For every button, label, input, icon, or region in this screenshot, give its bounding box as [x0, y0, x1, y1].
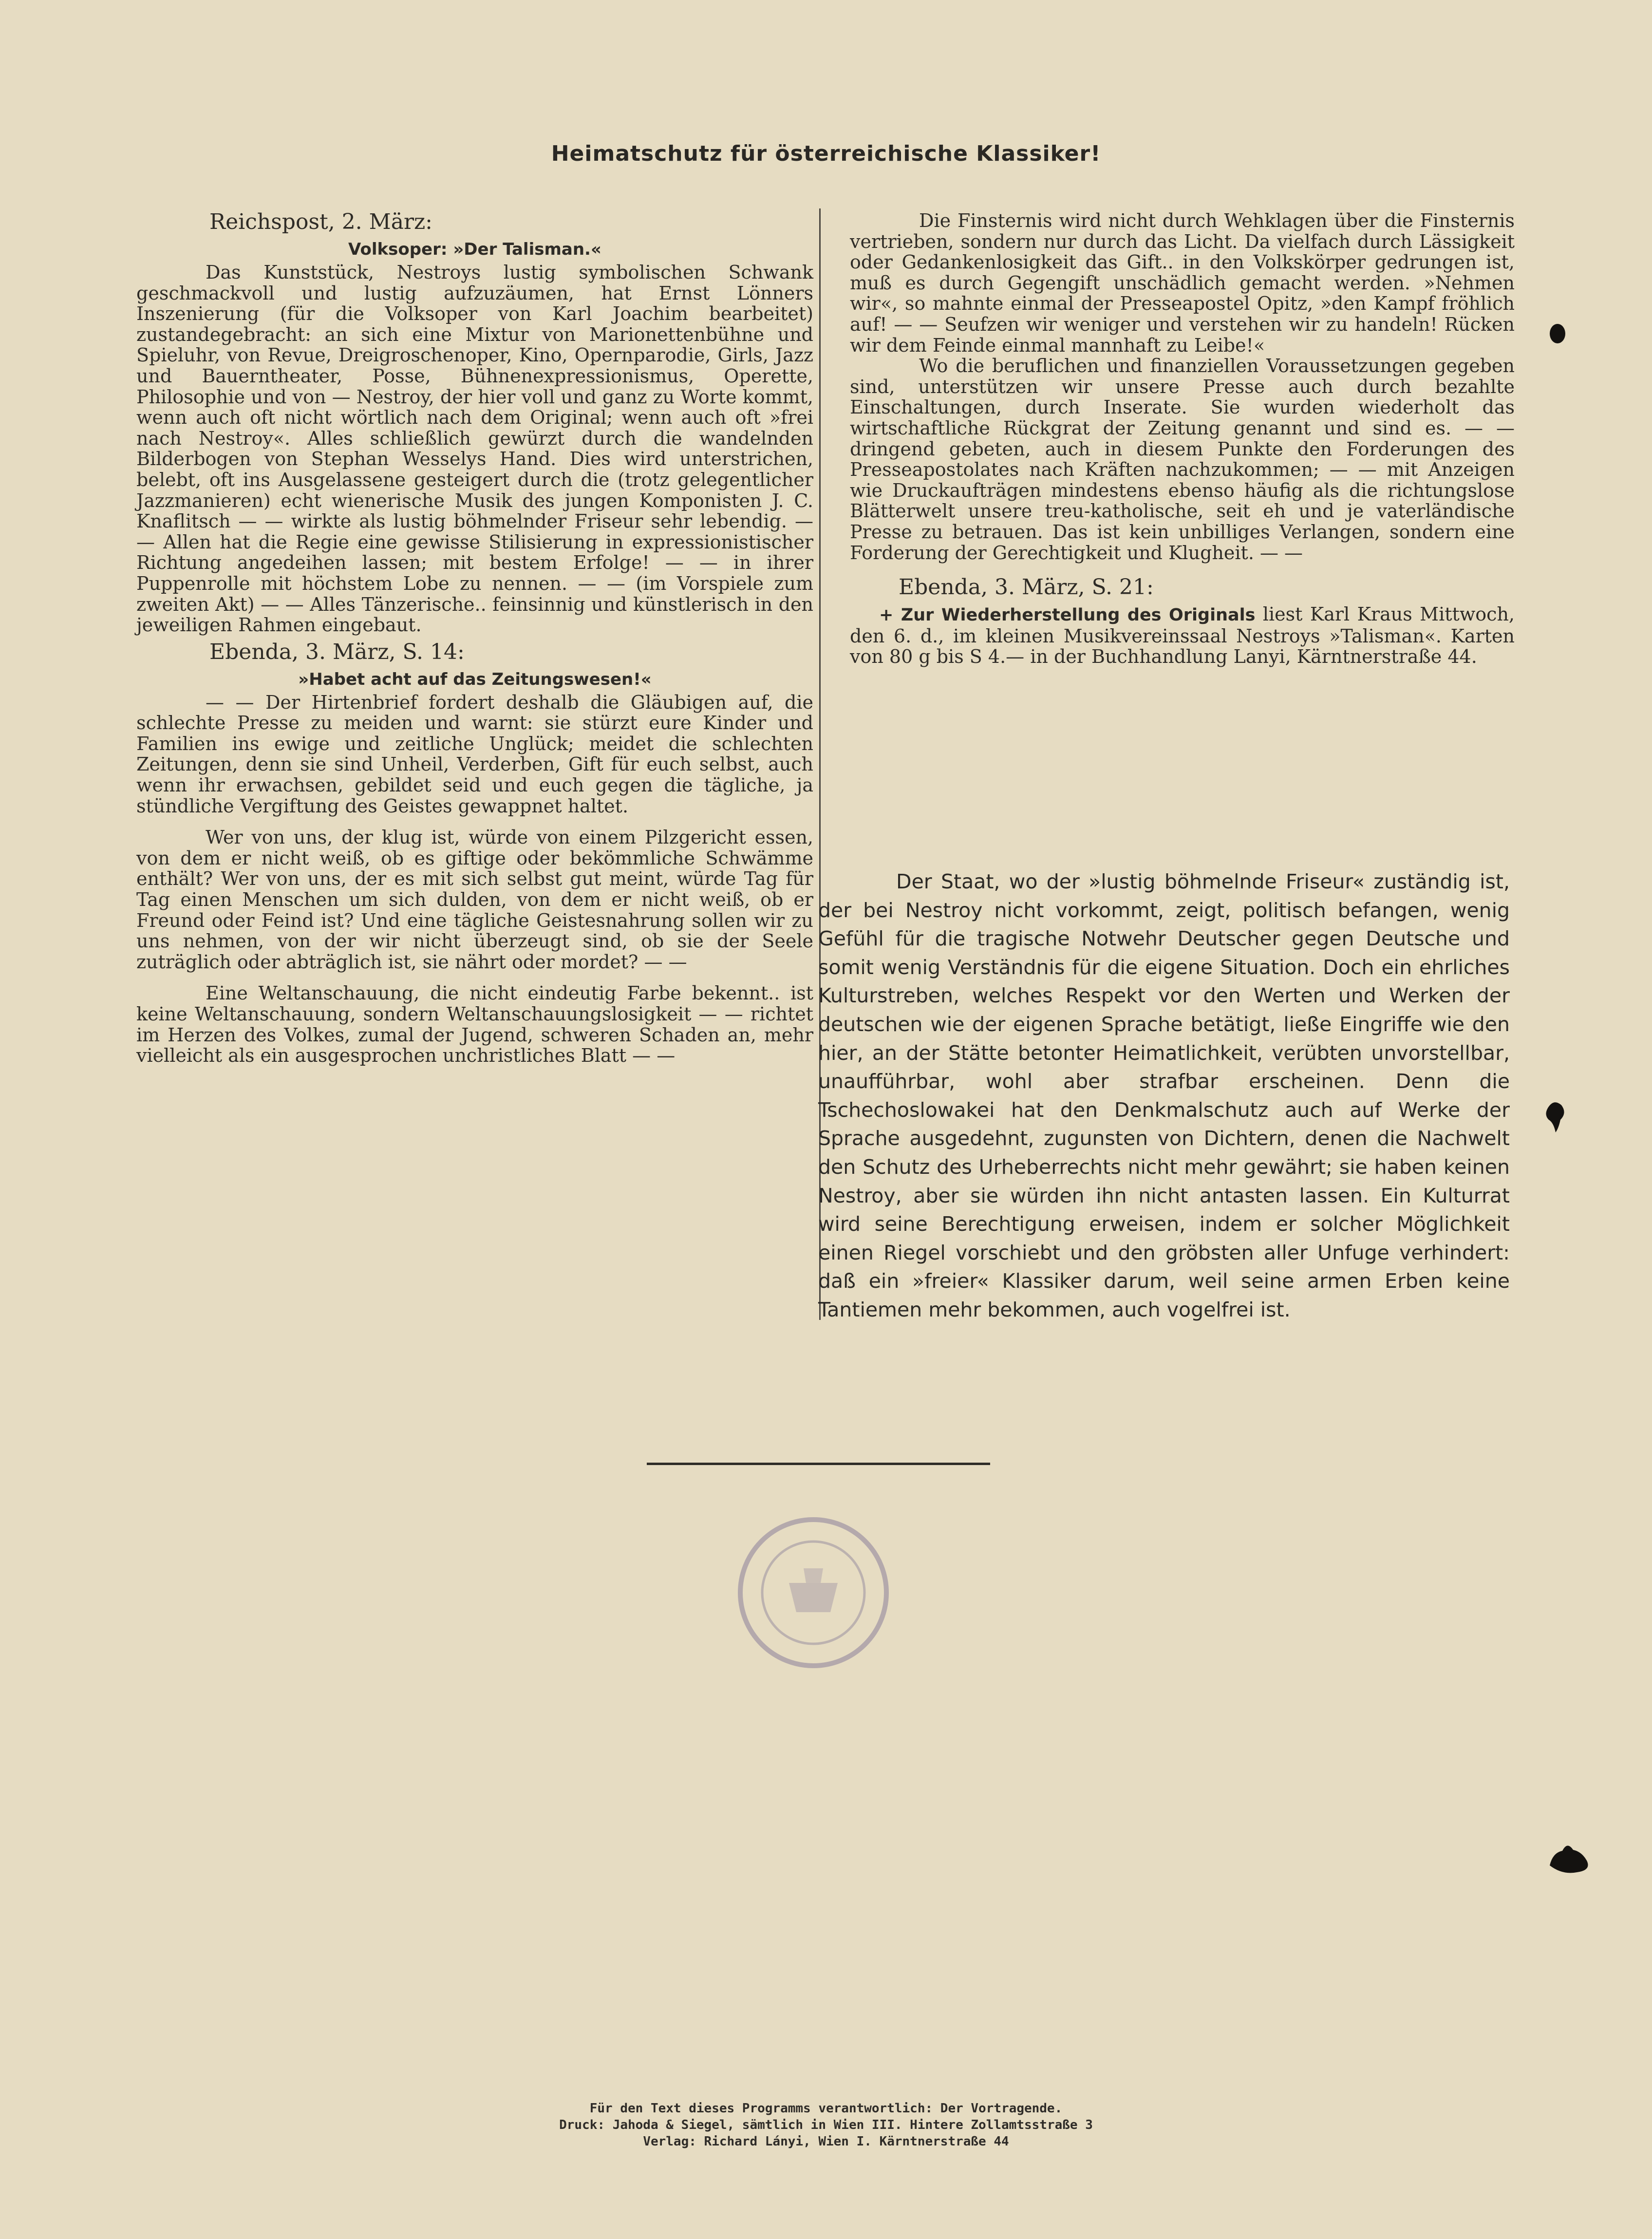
announcement-lesung: [850, 604, 1515, 667]
announcement-headline: + Zur Wiederherstellung des Originals: [879, 605, 1256, 625]
announcement-text: liest Karl Kraus Mittwoch, den 6. d., im kleinen Musikvereinssaal Nestroys »Talisman«. Karten von 80 g bis S 4.— in der Buchhandlung Lanyi, Kärntnerstraße 44.: [850, 603, 1515, 668]
imprint-footer: [0, 2100, 1652, 2150]
footer-publisher: Verlag: Richard Lányi, Wien I. Kärntnerstraße 44: [643, 2134, 1009, 2149]
source-ebenda-21: Ebenda, 3. März, S. 21:: [899, 575, 1154, 600]
horizontal-rule: [647, 1463, 990, 1465]
heading-zeitungswesen: »Habet acht auf das Zeitungswesen!«: [298, 669, 652, 689]
heading-volksoper: Volksoper: »Der Talisman.«: [348, 240, 601, 259]
source-reichspost: Reichspost, 2. März:: [209, 209, 432, 234]
paragraph-finsternis: Die Finsternis wird nicht durch Wehklagen über die Finsternis vertrieben, sondern nur durch das Licht. Da vielfach durch Lässigkeit oder Gedankenlosigkeit das Gift.. in den Volkskörper gedrungen ist, muß es durch Gegengift unschädlich gemacht werden. »Nehmen wir«, so mahnte einmal der Presseapostel Opitz, »den Kampf fröhlich auf! — — Seufzen wir weniger und verstehen wir zu handeln! Rücken wir dem Feinde einmal mannhaft zu Leibe!«: [850, 210, 1515, 356]
paragraph-weltanschauung: Eine Weltanschauung, die nicht eindeutig Farbe bekennt.. ist keine Weltanschauung, sondern Weltanschauungslosigkeit — — richtet im Herzen des Volkes, zumal der Jugend, schweren Schaden an, mehr vielleicht als ein ausgesprochen unchristliches Blatt — —: [136, 982, 813, 1067]
right-column: [850, 210, 1515, 667]
closing-statement: Der Staat, wo der »lustig böhmelnde Friseur« zuständig ist, der bei Nestroy nicht vorkommt, zeigt, politisch befangen, wenig Gefühl für die tragische Notwehr Deutscher gegen Deutsche und somit wenig Verständnis für die eigene Situation. Doch ein ehrliches Kulturstreben, welches Respekt vor den Werten und Werken der deutschen wie der eigenen Sprache betätigt, ließe Eingriffe wie den hier, an der Stätte betonter Heimatlichkeit, verübten unvorstellbar, unaufführbar, wohl aber strafbar erscheinen. Denn die Tschechoslowakei hat den Denkmalschutz auch auf Werke der Sprache ausgedehnt, zugunsten von Dichtern, denen die Nachwelt den Schutz des Urheberrechts nicht mehr gewährt; sie haben keinen Nestroy, aber sie würden ihn nicht antasten lassen. Ein Kulturrat wird seine Berechtigung erweisen, indem er solcher Möglichkeit einen Riegel vorschiebt und den gröbsten aller Unfuge verhindert: daß ein »freier« Klassiker darum, weil seine armen Erben keine Tantiemen mehr bekommen, auch vogelfrei ist.: [818, 870, 1510, 1321]
source-ebenda-14: Ebenda, 3. März, S. 14:: [209, 639, 465, 664]
paragraph-talisman-review: Das Kunststück, Nestroys lustig symbolischen Schwank geschmackvoll und lustig aufzuzäumen, hat Ernst Lönners Inszenierung (für die Volksoper von Karl Joachim bearbeitet) zustandegebracht: an sich eine Mixtur von Marionettenbühne und Spieluhr, von Revue, Dreigroschenoper, Kino, Opernparodie, Girls, Jazz und Bauerntheater, Posse, Bühnenexpressionismus, Operette, Philosophie und von — Nestroy, der hier voll und ganz zu Worte kommt, wenn auch oft nicht wörtlich nach dem Original; wenn auch oft »frei nach Nestroy«. Alles schließlich gewürzt durch die wandelnden Bilderbogen von Stephan Wesselys Hand. Dies wird unterstrichen, belebt, oft ins Ausgelassene gesteigert durch die (trotz gelegentlicher Jazzmanieren) echt wienerische Musik des jungen Komponisten J. C. Knaflitsch — — wirkte als lustig böhmelnder Friseur sehr lebendig. — — Allen hat die Regie eine gewisse Stilisierung in expressionistischer Richtung angedeihen lassen; mit bestem Erfolge! — — in ihrer Puppenrolle mit höchstem Lobe zu nennen. — — (im Vorspiele zum zweiten Akt) — — Alles Tänzerische.. feinsinnig und künstlerisch in den jeweiligen Rahmen eingebaut.: [136, 262, 813, 636]
footer-printer: Druck: Jahoda & Siegel, sämtlich in Wien III. Hintere Zollamtsstraße 3: [559, 2118, 1093, 2132]
footer-responsible: Für den Text dieses Programms verantwortlich: Der Vortragende.: [589, 2101, 1063, 2116]
paragraph-pilzgericht: Wer von uns, der klug ist, würde von einem Pilzgericht essen, von dem er nicht weiß, ob es giftige oder bekömmliche Schwämme enthält? Wer von uns, der es mit sich selbst gut meint, würde Tag für Tag einen Menschen um sich dulden, von dem er nicht weiß, ob er Freund oder Feind ist? Und eine tägliche Geistesnahrung sollen wir zu uns nehmen, von der wir nicht überzeugt sind, ob sie der Seele zuträglich oder abträglich ist, sie nährt oder mordet? — —: [136, 827, 813, 973]
ink-blot-icon: [1544, 1098, 1567, 1132]
library-stamp-icon: [731, 1510, 896, 1675]
ink-blot-icon: [1548, 321, 1567, 346]
left-column: [136, 208, 813, 1066]
page-title: Heimatschutz für österreichische Klassiker!: [551, 141, 1101, 166]
paragraph-inserate: Wo die beruflichen und finanziellen Voraussetzungen gegeben sind, unterstützen wir unsere Presse auch durch bezahlte Einschaltungen, durch Inserate. Sie wurden wiederholt das wirtschaftliche Rückgrat der Zeitung genannt und sind es. — — dringend gebeten, auch in diesem Punkte den Forderungen des Presseapostolates nach Kräften nachzukommen; — — mit Anzeigen wie Druckaufträgen mindestens ebenso häufig als die richtungslose Blätterwelt unsere treu-katholische, seit eh und je vaterländische Presse zu betrauen. Das ist kein unbilliges Verlangen, sondern eine Forderung der Gerechtigkeit und Klugheit. — —: [850, 355, 1515, 564]
ink-blot-icon: [1548, 1841, 1592, 1875]
paragraph-hirtenbrief: — — Der Hirtenbrief fordert deshalb die Gläubigen auf, die schlechte Presse zu meiden und warnt: sie stürzt eure Kinder und Familien ins ewige und zeitliche Unglück; meidet die schlechten Zeitungen, denn sie sind Unheil, Verderben, Gift für euch selbst, auch wenn ihr erwachsen, gebildet seid und euch gegen die tägliche, ja stündliche Vergiftung des Geistes gewappnet haltet.: [136, 691, 813, 817]
